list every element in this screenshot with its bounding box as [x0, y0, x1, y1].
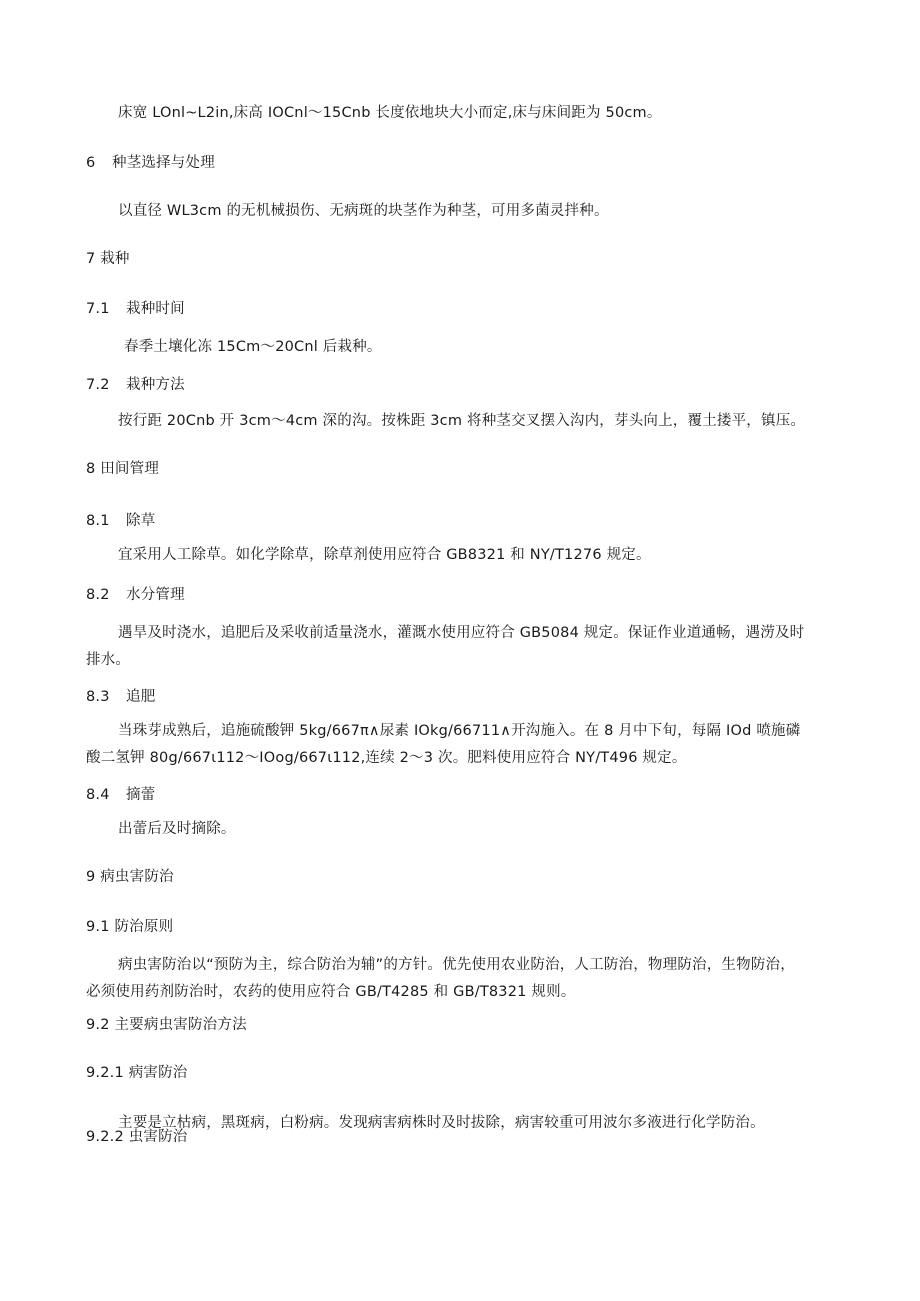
- section-8-2-number: 8.2: [86, 587, 110, 603]
- section-7-1-body: 春季土壤化冻 15Cm～20Cnl 后栽种。: [124, 339, 382, 355]
- section-8-4-heading: [86, 783, 155, 807]
- section-8-2-title: 水分管理: [126, 587, 185, 603]
- section-8-3-title: 追肥: [126, 689, 156, 705]
- section-9-1-heading: 9.1 防治原则: [86, 919, 174, 935]
- section-9-2-heading: 9.2 主要病虫害防治方法: [86, 1017, 247, 1033]
- section-7-heading: 7 栽种: [86, 251, 130, 267]
- section-8-1-heading: [86, 509, 155, 533]
- section-7-1-title: 栽种时间: [126, 301, 185, 317]
- section-8-3-body: 当珠芽成熟后，追施硫酸钾 5kg∕667π∧尿素 IOkg∕66711∧开沟施入。在 8 月中下旬，每隔 IOd 喷施磷酸二氢钾 80g∕667ι112～IOog∕667ι112,连续 2～3 次。肥料使用应符合 NY/T496 规定。: [86, 723, 801, 766]
- section-8-4-number: 8.4: [86, 787, 110, 803]
- bed-spec-text: 床宽 LOnl~L2in,床高 IOCnl～15Cnb 长度依地块大小而定,床与床间距为 50cm。: [118, 105, 662, 121]
- section-8-2-heading: [86, 583, 185, 607]
- section-9-heading: 9 病虫害防治: [86, 869, 174, 885]
- section-9-1-body: 病虫害防治以“预防为主，综合防治为辅”的方针。优先使用农业防治，人工防治，物理防治，生物防治，必须使用药剂防治时，农药的使用应符合 GB/T4285 和 GB/T8321 规则。: [86, 957, 795, 1000]
- section-6-number: 6: [86, 155, 96, 171]
- section-7-2-body: 按行距 20Cnb 开 3cm～4cm 深的沟。按株距 3cm 将种茎交叉摆入沟内，芽头向上，覆土搂平，镇压。: [118, 413, 806, 429]
- section-8-1-body: 宜采用人工除草。如化学除草，除草剂使用应符合 GB8321 和 NY/T1276 规定。: [118, 547, 651, 563]
- section-8-3-number: 8.3: [86, 689, 110, 705]
- section-8-4-body: 出蕾后及时摘除。: [118, 821, 236, 837]
- section-7-2-heading: [86, 373, 185, 397]
- section-7-2-number: 7.2: [86, 377, 110, 393]
- section-8-2-body: 遇旱及时浇水，追肥后及采收前适量浇水，灌溉水使用应符合 GB5084 规定。保证作业道通畅，遇涝及时排水。: [86, 625, 805, 668]
- section-6-title: 种茎选择与处理: [112, 155, 215, 171]
- section-7-1-number: 7.1: [86, 301, 110, 317]
- section-7-1-heading: [86, 297, 185, 321]
- section-9-2-1-body: 主要是立枯病，黑斑病，白粉病。发现病害病株时及时拔除，病害较重可用波尔多液进行化学防治。: [118, 1115, 765, 1131]
- section-8-3-heading: [86, 685, 155, 709]
- section-8-1-title: 除草: [126, 513, 156, 529]
- section-9-2-2-heading: 9.2.2 虫害防治: [86, 1129, 188, 1145]
- section-7-2-title: 栽种方法: [126, 377, 185, 393]
- section-8-4-title: 摘蕾: [126, 787, 156, 803]
- section-8-heading: 8 田间管理: [86, 461, 160, 477]
- section-9-2-1-heading: 9.2.1 病害防治: [86, 1065, 188, 1081]
- section-6-body: 以直径 WL3cm 的无机械损伤、无病斑的块茎作为种茎，可用多菌灵拌种。: [118, 203, 609, 219]
- section-8-1-number: 8.1: [86, 513, 110, 529]
- section-6-heading: [86, 151, 215, 175]
